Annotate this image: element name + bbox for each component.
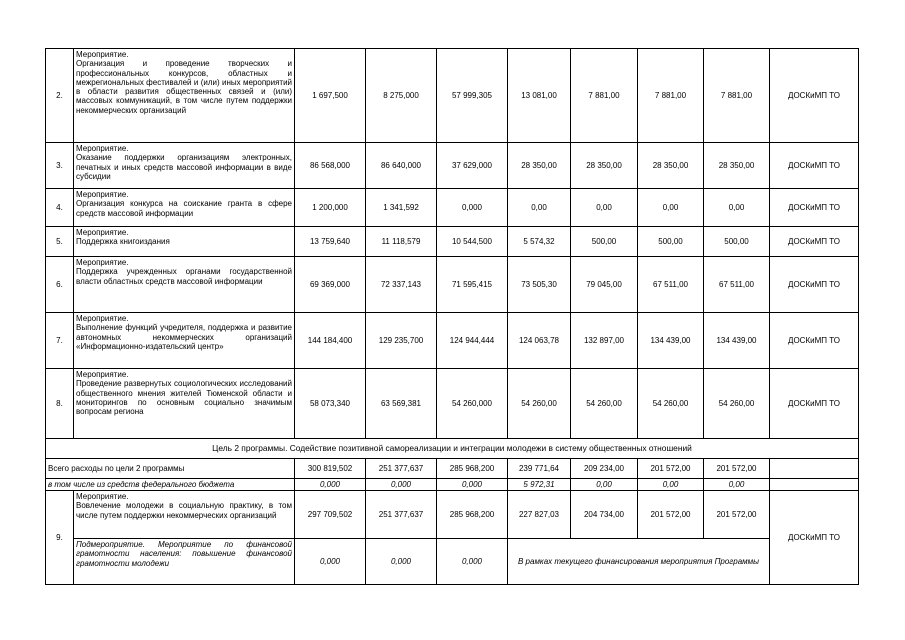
amount-cell: 54 260,00 <box>704 369 770 439</box>
sub-amount-cell: 0,000 <box>437 539 508 585</box>
amount-cell: 67 511,00 <box>704 257 770 313</box>
amount-cell: 7 881,00 <box>704 49 770 143</box>
amount-cell: 201 572,00 <box>638 491 704 539</box>
amount-cell: 58 073,340 <box>295 369 366 439</box>
row-number: 4. <box>46 189 74 227</box>
amount-cell: 204 734,00 <box>571 491 638 539</box>
amount-cell: 13 081,00 <box>508 49 571 143</box>
total-value: 201 572,00 <box>638 459 704 479</box>
amount-cell: 251 377,637 <box>366 491 437 539</box>
row-number: 6. <box>46 257 74 313</box>
activity-description <box>74 227 295 257</box>
amount-cell: 73 505,30 <box>508 257 571 313</box>
amount-cell: 86 568,000 <box>295 143 366 189</box>
federal-value: 0,000 <box>437 479 508 491</box>
activity-description <box>74 49 295 143</box>
row-number: 5. <box>46 227 74 257</box>
amount-cell: 11 118,579 <box>366 227 437 257</box>
table-row <box>46 257 859 313</box>
table-row <box>46 49 859 143</box>
total-value: 300 819,502 <box>295 459 366 479</box>
executor-cell: ДОСКиМП ТО <box>770 227 859 257</box>
executor-cell: ДОСКиМП ТО <box>770 369 859 439</box>
executor-cell: ДОСКиМП ТО <box>770 49 859 143</box>
budget-table <box>45 48 859 585</box>
activity-text: Оказание поддержки организациям электронных, печатных и иных средств массовой информации в виде субсидии <box>76 153 292 181</box>
amount-cell: 297 709,502 <box>295 491 366 539</box>
federal-value: 5 972,31 <box>508 479 571 491</box>
amount-cell: 57 999,305 <box>437 49 508 143</box>
activity-description <box>74 491 295 539</box>
table-row <box>46 189 859 227</box>
table-row <box>46 143 859 189</box>
budget-table-page <box>45 48 858 585</box>
activity-title: Мероприятие. <box>76 228 129 237</box>
activity-text: Организация и проведение творческих и профессиональных конкурсов, областных и межрегиональных фестивалей и (или) иных мероприятий в области развития общественных связей и (или) массовых коммуникаций, в том числе путем поддержки некоммерческих организаций <box>76 59 292 115</box>
amount-cell: 37 629,000 <box>437 143 508 189</box>
amount-cell: 0,00 <box>704 189 770 227</box>
amount-cell: 54 260,00 <box>638 369 704 439</box>
amount-cell: 134 439,00 <box>704 313 770 369</box>
activity-title: Мероприятие. <box>76 144 129 153</box>
row-number: 8. <box>46 369 74 439</box>
goal-row <box>46 439 859 459</box>
table-row <box>46 227 859 257</box>
activity-description <box>74 143 295 189</box>
row-number: 7. <box>46 313 74 369</box>
activity-title: Мероприятие. <box>76 492 129 501</box>
total-value: 285 968,200 <box>437 459 508 479</box>
amount-cell: 1 200,000 <box>295 189 366 227</box>
row-number: 3. <box>46 143 74 189</box>
amount-cell: 0,000 <box>437 189 508 227</box>
amount-cell: 13 759,640 <box>295 227 366 257</box>
amount-cell: 129 235,700 <box>366 313 437 369</box>
total-exec-empty <box>770 459 859 479</box>
amount-cell: 54 260,000 <box>437 369 508 439</box>
sub-amount-cell: 0,000 <box>295 539 366 585</box>
activity-text: Выполнение функций учредителя, поддержка и развитие автономных некоммерческих организаций «Информационно-издательский центр» <box>76 323 292 351</box>
table-row <box>46 313 859 369</box>
total-row <box>46 459 859 479</box>
amount-cell: 28 350,00 <box>508 143 571 189</box>
federal-label: в том числе из средств федерального бюджета <box>46 479 295 491</box>
activity-title: Мероприятие. <box>76 190 129 199</box>
goal-2-heading: Цель 2 программы. Содействие позитивной самореализации и интеграции молодежи в систему общественных отношений <box>46 439 859 459</box>
activity-text: Проведение развернутых социологических исследований общественного мнения жителей Тюменской области и мониторингов по основным социально значимым вопросам региона <box>76 379 292 417</box>
sub-activity-text: Подмероприятие. Мероприятие по финансовой грамотности населения: повышение финансовой грамотности молодежи <box>74 539 295 585</box>
table-row <box>46 369 859 439</box>
amount-cell: 1 341,592 <box>366 189 437 227</box>
amount-cell: 8 275,000 <box>366 49 437 143</box>
total-value: 201 572,00 <box>704 459 770 479</box>
amount-cell: 28 350,00 <box>704 143 770 189</box>
amount-cell: 79 045,00 <box>571 257 638 313</box>
total-label: Всего расходы по цели 2 программы <box>46 459 295 479</box>
amount-cell: 144 184,400 <box>295 313 366 369</box>
activity-title: Мероприятие. <box>76 314 129 323</box>
amount-cell: 124 063,78 <box>508 313 571 369</box>
activity-text: Вовлечение молодежи в социальную практику, в том числе путем поддержки некоммерческих организаций <box>76 501 292 520</box>
executor-cell: ДОСКиМП ТО <box>770 143 859 189</box>
sub-activity-row <box>46 539 859 585</box>
amount-cell: 285 968,200 <box>437 491 508 539</box>
amount-cell: 134 439,00 <box>638 313 704 369</box>
activity-text: Поддержка книгоиздания <box>76 237 170 247</box>
executor-cell: ДОСКиМП ТО <box>770 257 859 313</box>
federal-value: 0,000 <box>295 479 366 491</box>
amount-cell: 7 881,00 <box>571 49 638 143</box>
amount-cell: 28 350,00 <box>638 143 704 189</box>
executor-cell: ДОСКиМП ТО <box>770 491 859 585</box>
total-value: 209 234,00 <box>571 459 638 479</box>
amount-cell: 1 697,500 <box>295 49 366 143</box>
federal-exec-empty <box>770 479 859 491</box>
amount-cell: 72 337,143 <box>366 257 437 313</box>
activity-description <box>74 189 295 227</box>
activity-description <box>74 313 295 369</box>
amount-cell: 0,00 <box>571 189 638 227</box>
amount-cell: 0,00 <box>508 189 571 227</box>
activity-text: Организация конкурса на соискание гранта в сфере средств массовой информации <box>76 199 292 218</box>
amount-cell: 124 944,444 <box>437 313 508 369</box>
federal-value: 0,00 <box>571 479 638 491</box>
activity-description <box>74 257 295 313</box>
amount-cell: 71 595,415 <box>437 257 508 313</box>
table-row <box>46 491 859 539</box>
sub-amount-cell: 0,000 <box>366 539 437 585</box>
executor-cell: ДОСКиМП ТО <box>770 313 859 369</box>
amount-cell: 227 827,03 <box>508 491 571 539</box>
amount-cell: 500,00 <box>704 227 770 257</box>
amount-cell: 201 572,00 <box>704 491 770 539</box>
amount-cell: 67 511,00 <box>638 257 704 313</box>
sub-financing-note: В рамках текущего финансирования мероприятия Программы <box>508 539 770 585</box>
amount-cell: 5 574,32 <box>508 227 571 257</box>
amount-cell: 63 569,381 <box>366 369 437 439</box>
federal-value: 0,00 <box>704 479 770 491</box>
amount-cell: 10 544,500 <box>437 227 508 257</box>
total-value: 239 771,64 <box>508 459 571 479</box>
activity-title: Мероприятие. <box>76 258 129 267</box>
executor-cell: ДОСКиМП ТО <box>770 189 859 227</box>
activity-title: Мероприятие. <box>76 50 129 59</box>
amount-cell: 132 897,00 <box>571 313 638 369</box>
federal-row <box>46 479 859 491</box>
activity-title: Мероприятие. <box>76 370 129 379</box>
amount-cell: 500,00 <box>638 227 704 257</box>
amount-cell: 28 350,00 <box>571 143 638 189</box>
amount-cell: 86 640,000 <box>366 143 437 189</box>
activity-description <box>74 369 295 439</box>
total-value: 251 377,637 <box>366 459 437 479</box>
row-number: 2. <box>46 49 74 143</box>
amount-cell: 0,00 <box>638 189 704 227</box>
amount-cell: 54 260,00 <box>571 369 638 439</box>
federal-value: 0,000 <box>366 479 437 491</box>
amount-cell: 54 260,00 <box>508 369 571 439</box>
amount-cell: 69 369,000 <box>295 257 366 313</box>
activity-text: Поддержка учрежденных органами государственной власти областных средств массовой информации <box>76 267 292 286</box>
amount-cell: 7 881,00 <box>638 49 704 143</box>
amount-cell: 500,00 <box>571 227 638 257</box>
row-number: 9. <box>46 491 74 585</box>
federal-value: 0,00 <box>638 479 704 491</box>
